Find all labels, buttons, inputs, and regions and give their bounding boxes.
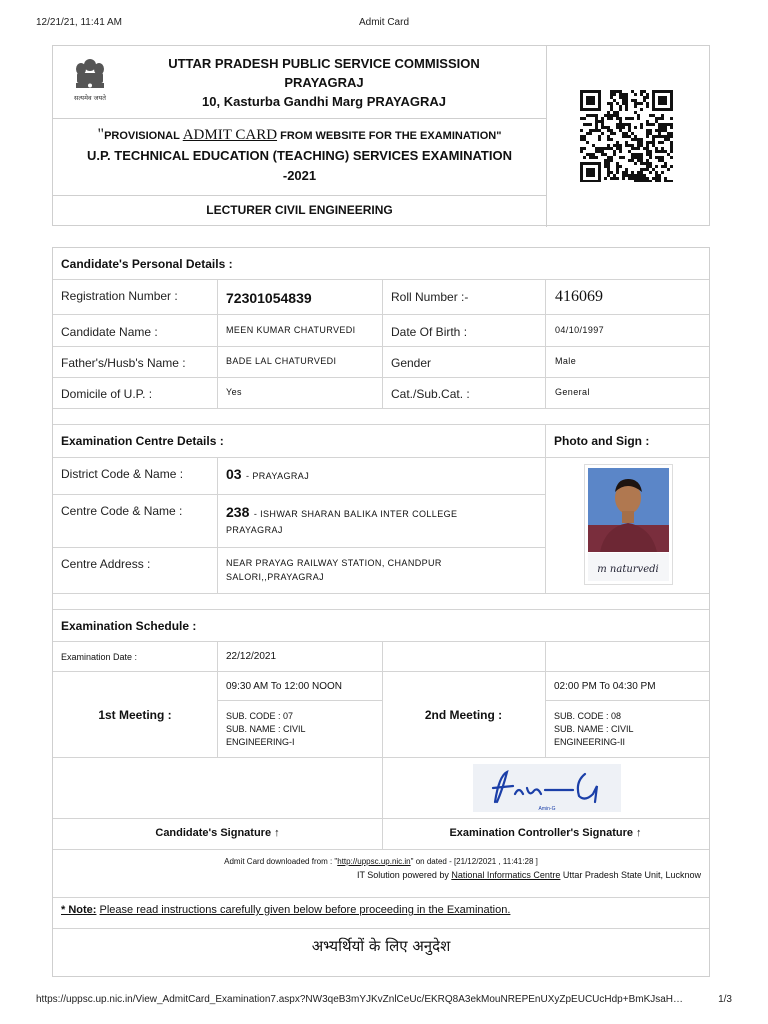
svg-text:m naturvedi: m naturvedi [597,564,659,575]
gender-label: Gender [391,356,432,370]
uppsc-link[interactable]: http://uppsc.up.nic.in [337,857,411,866]
domicile-label: Domicile of U.P. : [61,387,153,401]
personal-details-title: Candidate's Personal Details : [61,257,233,271]
centre-address-line1: NEAR PRAYAG RAILWAY STATION, CHANDPUR [226,558,442,568]
roll-number-value: 416069 [555,288,603,305]
first-meeting-sub-name-2: ENGINEERING-I [226,737,295,747]
state-emblem [67,56,113,104]
controller-signature [473,764,621,812]
schedule-title: Examination Schedule : [61,619,197,633]
post-name: LECTURER CIVIL ENGINEERING [206,203,393,217]
father-name-label: Father's/Husb's Name : [61,356,186,370]
photo-sign-title: Photo and Sign : [554,434,650,448]
first-meeting-sub-name: SUB. NAME : CIVIL [226,724,306,734]
it-solution-credit: IT Solution powered by National Informatics Centre Uttar Pradesh State Unit, Lucknow [356,870,701,880]
exam-date-label: Examination Date : [61,652,138,662]
controller-signature-icon [473,764,621,812]
organization-name: UTTAR PRADESH PUBLIC SERVICE COMMISSION PRAYAGRAJ 10, Kasturba Gandhi Marg PRAYAGRAJ [168,56,480,109]
print-datetime: 12/21/21, 11:41 AM [36,17,122,28]
dob-value: 04/10/1997 [555,325,605,335]
exam-date-value: 22/12/2021 [226,651,277,662]
domicile-value: Yes [226,387,242,397]
admit-card-details [52,247,710,977]
controller-signature-label: Examination Controller's Signature ↑ [449,827,642,839]
district-label: District Code & Name : [61,467,184,481]
second-meeting-label: 2nd Meeting : [424,708,503,722]
registration-number-label: Registration Number : [61,289,178,303]
registration-number-value: 72301054839 [226,290,312,306]
second-meeting-time: 02:00 PM To 04:30 PM [554,681,656,692]
centre-address-label: Centre Address : [61,557,151,571]
candidate-name-value: MEEN KUMAR CHATURVEDI [226,325,356,335]
category-value: General [555,387,590,397]
nic-link[interactable]: National Informatics Centre [451,870,561,880]
father-name-value: BADE LAL CHATURVEDI [226,356,337,366]
gender-value: Male [555,356,577,366]
instructions-title: अभ्यर्थियों के लिए अनुदेश [311,937,451,955]
dob-label: Date Of Birth : [391,325,468,339]
district-value: 03 - PRAYAGRAJ [226,466,310,482]
emblem-icon [67,56,113,104]
print-header [36,17,732,31]
second-meeting-sub-name-2: ENGINEERING-II [554,737,626,747]
centre-address-line2: SALORI,,PRAYAGRAJ [226,572,324,582]
exam-name: U.P. TECHNICAL EDUCATION (TEACHING) SERVICES EXAMINATION -2021 [87,148,512,183]
centre-name-line2: PRAYAGRAJ [226,525,283,535]
admit-card-header [52,45,710,226]
first-meeting-label: 1st Meeting : [98,708,172,722]
roll-number-label: Roll Number :- [391,290,469,304]
category-label: Cat./Sub.Cat. : [391,387,470,401]
svg-text:सत्यमेव जयते: सत्यमेव जयते [74,94,106,102]
page-number: 1/3 [718,994,732,1005]
centre-code-value: 238 - ISHWAR SHARAN BALIKA INTER COLLEGE [226,504,458,520]
print-title: Admit Card [358,17,409,28]
candidate-photo [584,464,673,585]
centre-details-title: Examination Centre Details : [61,434,224,448]
first-meeting-sub-code: SUB. CODE : 07 [226,711,294,721]
candidate-name-label: Candidate Name : [61,325,158,339]
provisional-heading: "PROVISIONAL ADMIT CARD FROM WEBSITE FOR THE EXAMINATION" [97,126,502,143]
centre-code-label: Centre Code & Name : [61,504,183,518]
candidate-photo-icon [585,465,672,584]
candidate-signature-label: Candidate's Signature ↑ [155,827,280,839]
first-meeting-time: 09:30 AM To 12:00 NOON [226,681,342,692]
qr-code [580,90,676,182]
note: * Note: Please read instructions carefully given below before proceeding in the Examination. [61,904,511,916]
download-source: Admit Card downloaded from : "http://uppsc.up.nic.in" on dated - [21/12/2021 , 11:41:28 ] [224,857,538,866]
second-meeting-sub-code: SUB. CODE : 08 [554,711,622,721]
svg-text:Amin-G: Amin-G [538,806,556,812]
page-url: https://uppsc.up.nic.in/View_AdmitCard_Examination7.aspx?NW3qeB3mYJKvZnlCeUc/EKRQ8A3ekMouNREPEnUXyZpEUCUcHdp+BmKJsaH… [36,994,684,1005]
print-footer [36,994,732,1008]
second-meeting-sub-name: SUB. NAME : CIVIL [554,724,634,734]
